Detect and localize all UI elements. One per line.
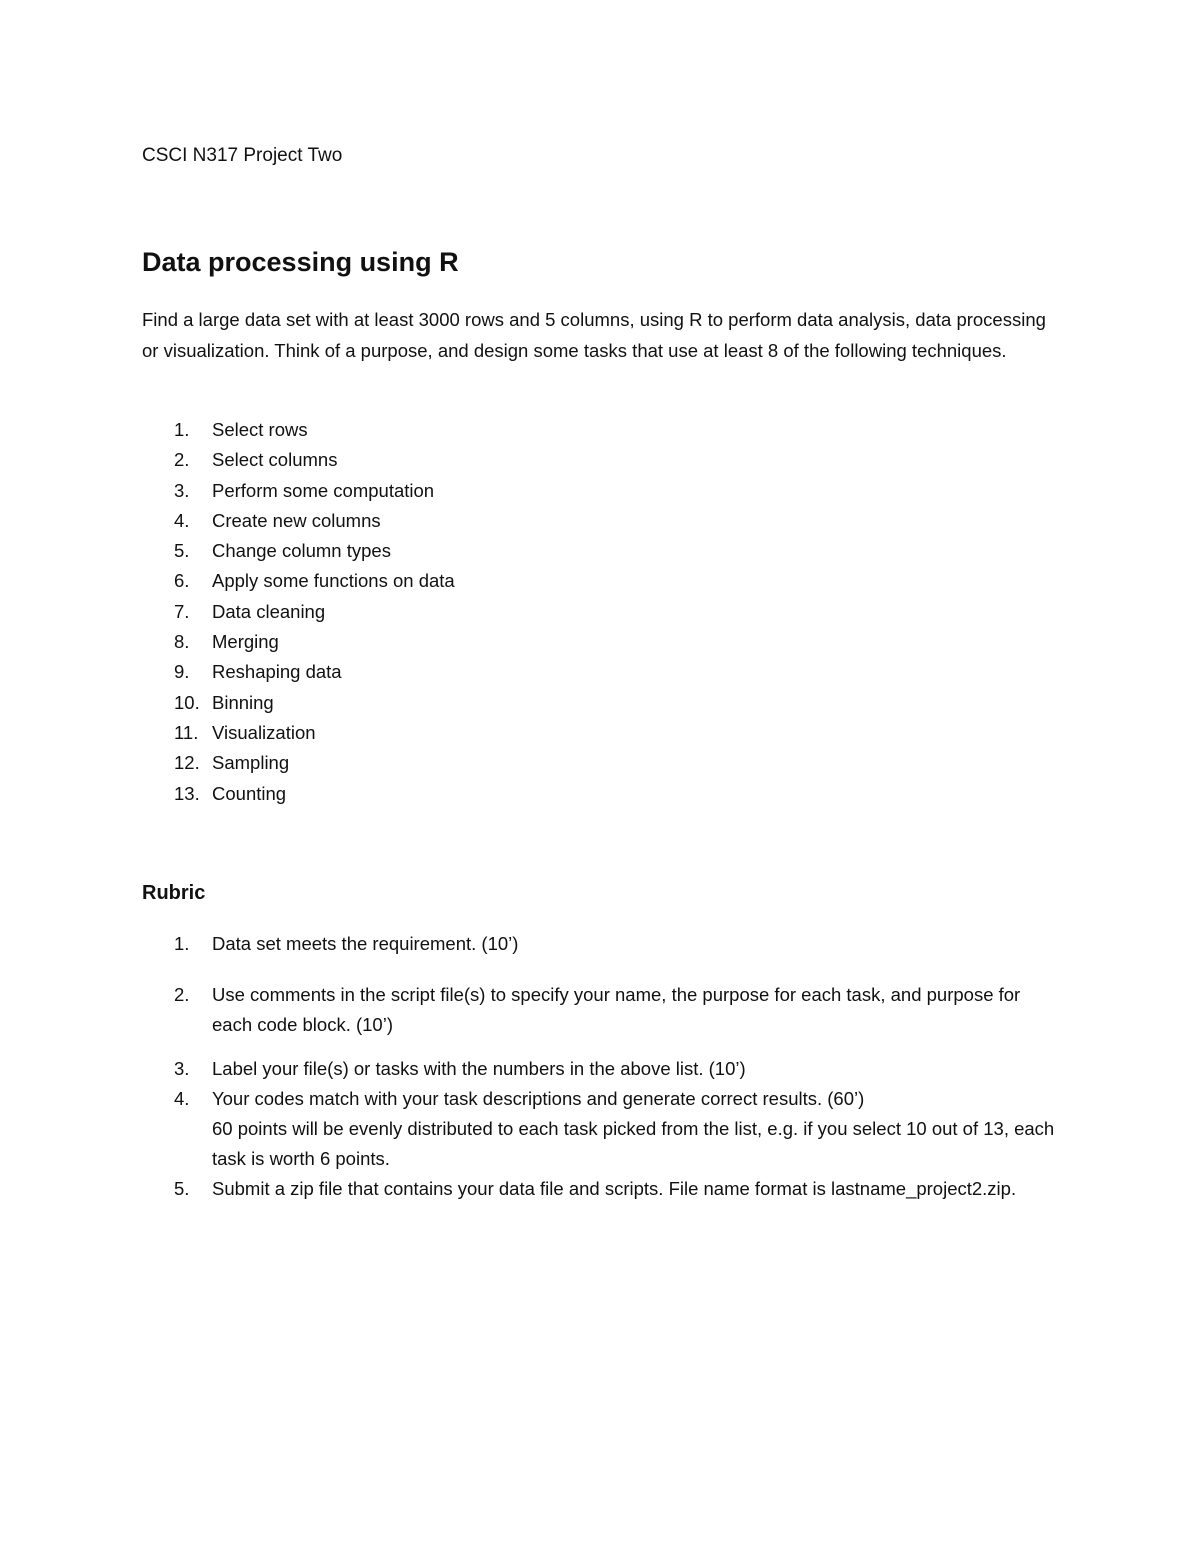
list-item-text: Create new columns	[212, 509, 381, 531]
rubric-list	[142, 929, 1062, 1204]
rubric-text-block	[212, 1084, 1062, 1174]
list-item-text: Counting	[212, 782, 287, 804]
list-item-text: Merging	[212, 631, 279, 653]
list-item	[142, 718, 1042, 748]
intro-paragraph: Find a large data set with at least 3000 rows and 5 columns, using R to perform data analysis, data processing or visualization. Think of a purpose, and design some tasks that use at least 8 of the following techniques.	[142, 309, 1046, 361]
list-number: 1.	[174, 419, 190, 440]
list-number: 8.	[174, 631, 190, 653]
list-number: 3.	[174, 479, 190, 501]
rubric-item	[142, 1174, 1062, 1204]
list-number: 6.	[174, 570, 190, 592]
list-item	[142, 506, 1042, 536]
list-number: 9.	[174, 661, 190, 683]
rubric-text: Data set meets the requirement. (10’)	[212, 933, 519, 954]
rubric-text: Label your file(s) or tasks with the numbers in the above list. (10’)	[212, 1058, 746, 1079]
rubric-text: Use comments in the script file(s) to specify your name, the purpose for each task, and purpose for each code block. (10’)	[212, 984, 1021, 1035]
list-item-text: Visualization	[212, 721, 316, 743]
list-item	[142, 445, 1042, 475]
techniques-list	[142, 415, 1042, 809]
list-number: 11.	[174, 721, 199, 743]
list-number: 5.	[174, 540, 190, 562]
list-number: 4.	[174, 509, 190, 531]
list-number: 13.	[174, 782, 200, 804]
rubric-text: Your codes match with your task descriptions and generate correct results. (60’)	[212, 1088, 865, 1109]
list-item	[142, 597, 1042, 627]
rubric-note: 60 points will be evenly distributed to each task picked from the list, e.g. if you select 10 out of 13, each task is worth 6 points.	[212, 1118, 1055, 1169]
list-item	[142, 688, 1042, 718]
list-item	[142, 657, 1042, 687]
list-item	[142, 748, 1042, 778]
list-item	[142, 566, 1042, 596]
rubric-item	[142, 1054, 1062, 1084]
rubric-item	[142, 1084, 1062, 1174]
course-title: CSCI N317 Project Two	[142, 145, 343, 166]
rubric-number: 1.	[174, 933, 190, 954]
rubric-number: 2.	[174, 984, 190, 1005]
list-item	[142, 779, 1042, 809]
list-item	[142, 476, 1042, 506]
list-item-text: Binning	[212, 691, 274, 713]
document-heading: Data processing using R	[142, 247, 459, 277]
rubric-number: 5.	[174, 1178, 190, 1199]
list-item	[142, 627, 1042, 657]
rubric-heading: Rubric	[142, 882, 206, 904]
list-number: 7.	[174, 600, 190, 622]
list-item	[142, 415, 1042, 445]
rubric-item	[142, 980, 1062, 1040]
list-number: 12.	[174, 752, 200, 774]
list-item-text: Select columns	[212, 449, 338, 471]
list-item	[142, 536, 1042, 566]
list-item-text: Apply some functions on data	[212, 570, 455, 592]
list-item-text: Select rows	[212, 419, 308, 440]
rubric-number: 3.	[174, 1058, 190, 1079]
list-item-text: Reshaping data	[212, 661, 342, 683]
rubric-item	[142, 929, 1062, 959]
list-number: 2.	[174, 449, 190, 471]
list-item-text: Change column types	[212, 540, 391, 562]
rubric-number: 4.	[174, 1088, 190, 1109]
list-item-text: Data cleaning	[212, 600, 326, 622]
list-number: 10.	[174, 691, 200, 713]
list-item-text: Perform some computation	[212, 479, 435, 501]
rubric-text: Submit a zip file that contains your data file and scripts. File name format is lastname_project2.zip.	[212, 1178, 1017, 1199]
list-item-text: Sampling	[212, 752, 290, 774]
